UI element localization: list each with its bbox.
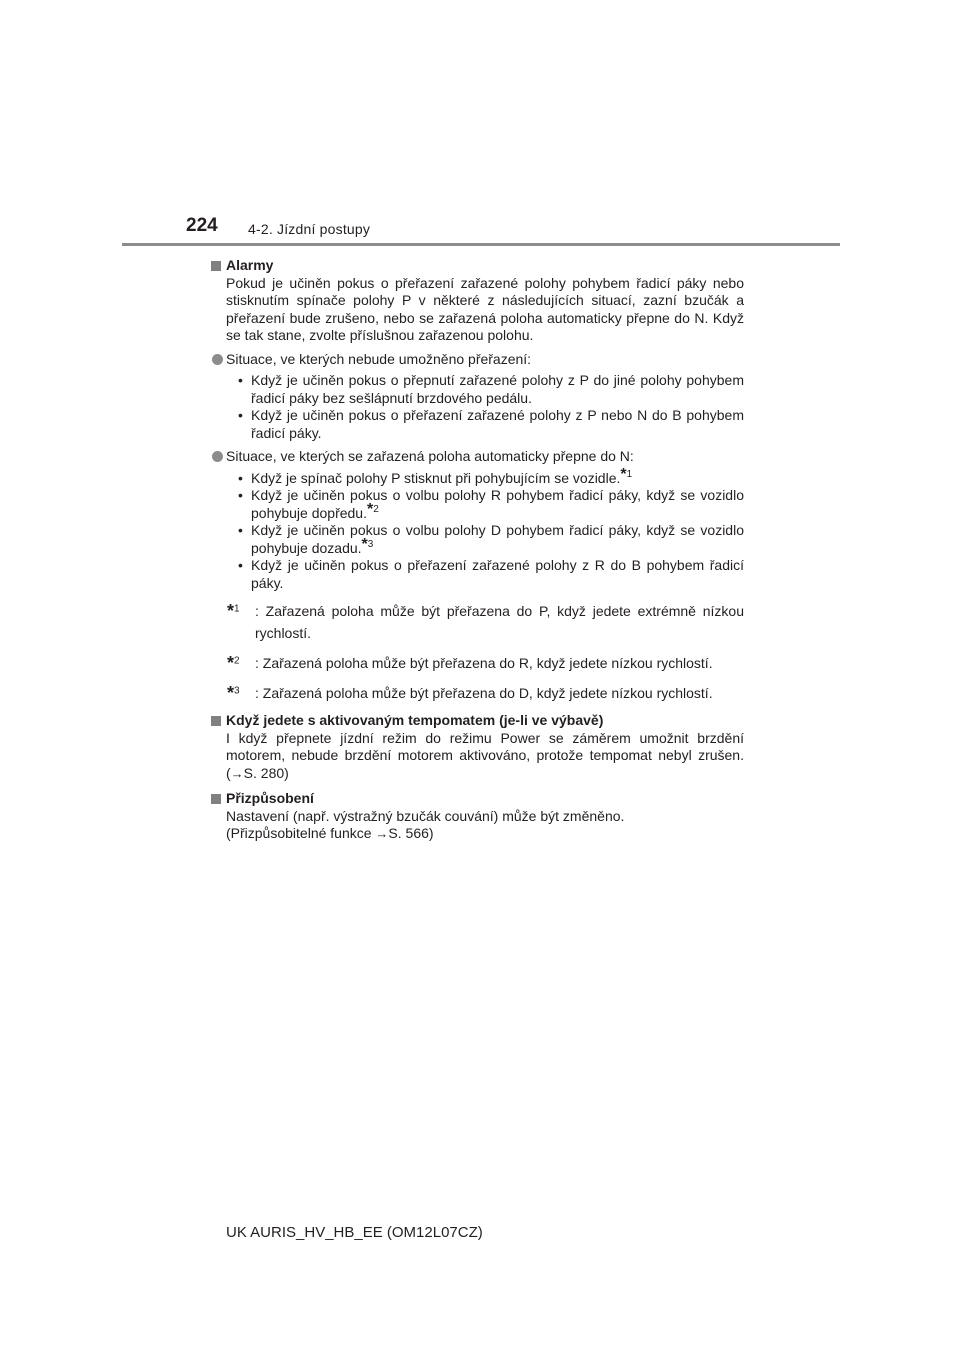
- footnote-ref-number: 3: [367, 538, 374, 550]
- page-content: [211, 253, 744, 843]
- footnote-mark: *$^1$: [227, 601, 240, 621]
- footnote-ref: *3: [361, 535, 374, 553]
- section-title: 4-2. Jízdní postupy: [248, 221, 371, 237]
- customize-heading: [211, 790, 744, 808]
- customize-line: [226, 825, 744, 843]
- footnote-mark: *$^2$: [227, 653, 240, 673]
- page-number: 224: [186, 215, 218, 236]
- page-header: [186, 215, 846, 245]
- list-item: • Když je učiněn pokus o přeřazení zařazené polohy z R do B pohybem řadicí páky.: [238, 557, 744, 591]
- circle-bullet-icon: [212, 354, 223, 365]
- disabled-situations-heading: [211, 351, 744, 369]
- list-item: • Když je učiněn pokus o volbu polohy D pohybem řadicí páky, když se vozidlo pohybuje dozadu.$^{*3}$: [238, 522, 744, 556]
- list-item-text: Když je učiněn pokus o přeřazení zařazené polohy z R do B pohybem řadicí páky.: [251, 557, 744, 591]
- cruise-heading: [211, 712, 744, 730]
- footnote-ref-number: 1: [626, 468, 633, 480]
- page-reference: S. 566): [388, 825, 434, 841]
- disabled-situations-heading-text: Situace, ve kterých nebude umožněno přeřazení:: [226, 350, 532, 367]
- footnote-ref: *2: [367, 500, 379, 518]
- auto-n-situations-heading: [211, 448, 744, 466]
- footnote: [211, 682, 744, 704]
- list-item-text: Když je spínač polohy P stisknut při pohybujícím se vozidle.: [251, 469, 621, 486]
- footnote-text: : Zařazená poloha může být přeřazena do R, když jedete nízkou rychlostí.: [255, 655, 713, 671]
- list-item-text: Když je učiněn pokus o přepnutí zařazené polohy z P do jiné polohy pohybem řadicí páky bez sešlápnutí brzdového pedálu.: [251, 372, 744, 406]
- auto-n-situations-heading-text: Situace, ve kterých se zařazená poloha automaticky přepne do N:: [226, 448, 634, 464]
- circle-bullet-icon: [212, 451, 223, 462]
- footnote-number: 1: [234, 603, 240, 615]
- customize-line-text: (Přizpůsobitelné funkce: [226, 825, 376, 841]
- alarms-heading-text: Alarmy: [226, 257, 274, 273]
- cruise-body-text: I když přepnete jízdní režim do režimu Power se záměrem umožnit brzdění motorem, nebude brzdění motorem aktivováno, protože tempomat nebyl zrušen. (: [226, 729, 744, 781]
- footnote-text: : Zařazená poloha může být přeřazena do D, když jedete nízkou rychlostí.: [255, 685, 713, 701]
- cruise-body: [211, 730, 744, 783]
- footnote: [211, 600, 744, 644]
- list-item: • Když je učiněn pokus o volbu polohy R pohybem řadicí páky, když se vozidlo pohybuje dopředu.$^{*2}$: [238, 487, 744, 521]
- list-item-text: Když je učiněn pokus o volbu polohy R pohybem řadicí páky, když se vozidlo pohybuje dopředu.: [251, 487, 744, 521]
- alarms-body: Pokud je učiněn pokus o přeřazení zařazené polohy pohybem řadicí páky nebo stisknutím spínače polohy P v některé z následujících situací, zazní bzučák a přeřazení bude zrušeno, nebo se zařazená poloha automaticky přepne do N. Když se tak stane, zvolte příslušnou zařazenou polohu.: [226, 274, 744, 343]
- square-bullet-icon: [211, 261, 221, 271]
- customize-heading-text: Přizpůsobení: [226, 790, 314, 806]
- footnote-mark: *$^3$: [227, 683, 240, 703]
- arrow-right-icon: →: [230, 765, 244, 781]
- footnote-ref-number: 2: [373, 503, 379, 515]
- list-item-text: Když je učiněn pokus o volbu polohy D pohybem řadicí páky, když se vozidlo pohybuje dozadu.: [251, 522, 744, 556]
- header-rule: [122, 243, 840, 246]
- page-reference: S. 280): [243, 764, 289, 781]
- footnote-number: 2: [234, 655, 240, 667]
- footnotes: [211, 600, 744, 704]
- list-item: • Když je spínač polohy P stisknut při pohybujícím se vozidle.$^{*1}$: [238, 465, 633, 486]
- customize-body: [211, 808, 744, 843]
- list-item: • Když je učiněn pokus o přepnutí zařazené polohy z P do jiné polohy pohybem řadicí páky bez sešlápnutí brzdového pedálu.: [238, 372, 744, 406]
- footnote: [211, 652, 744, 674]
- cruise-heading-text: Když jedete s aktivovaným tempomatem (je-li ve výbavě): [226, 712, 604, 728]
- list-item: • Když je učiněn pokus o přeřazení zařazené polohy z P nebo N do B pohybem řadicí páky.: [238, 407, 744, 441]
- square-bullet-icon: [211, 794, 221, 804]
- footnote-text: : Zařazená poloha může být přeřazena do P, když jedete extrémně nízkou rychlostí.: [255, 603, 744, 641]
- customize-line: Nastavení (např. výstražný bzučák couvání) může být změněno.: [226, 807, 625, 824]
- footnote-number: 3: [234, 685, 240, 697]
- auto-n-situations-list: [211, 465, 744, 593]
- alarms-heading: [211, 257, 744, 275]
- footnote-ref: *1: [620, 465, 633, 483]
- disabled-situations-list: [211, 372, 744, 442]
- arrow-right-icon: →: [375, 826, 389, 841]
- list-item-text: Když je učiněn pokus o přeřazení zařazené polohy z P nebo N do B pohybem řadicí páky.: [251, 407, 744, 441]
- document-code: UK AURIS_HV_HB_EE (OM12L07CZ): [226, 1224, 483, 1241]
- square-bullet-icon: [211, 716, 221, 726]
